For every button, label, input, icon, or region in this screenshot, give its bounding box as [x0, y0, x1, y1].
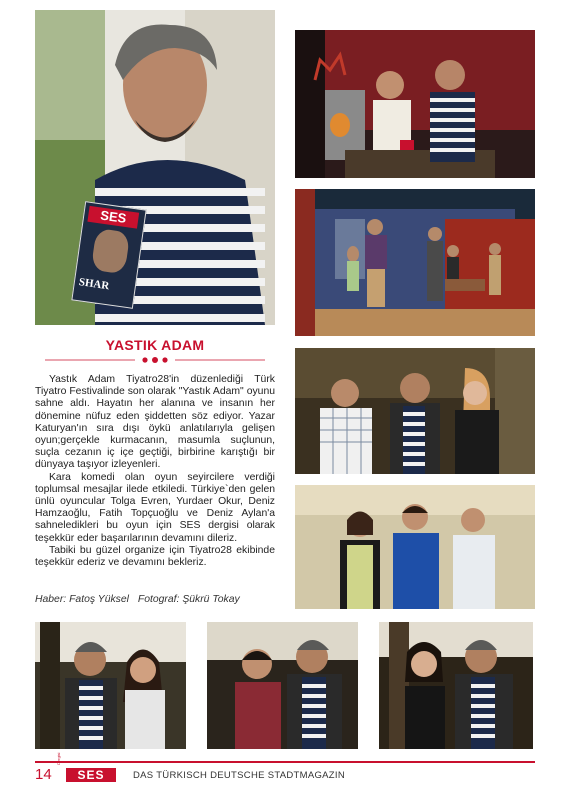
group-photo-three-2: [295, 485, 535, 609]
page-number: 14: [35, 766, 52, 783]
article-paragraph: Kara komedi olan oyun seyircilere verdiği toplumsal mesajlar ilede etkiledi. Türkiye`den gelen ünlü oyuncular Tolga Evren, Yurdaer Okur, Deniz Hamzaoğlu, Fatih Topçuoğlu ve Deniz Aylan'a sahneledikleri bu oyun için SES dergisi olarak teşekkür eder başarılarının devamını dileriz.: [35, 471, 275, 544]
article-title: YASTIK ADAM: [105, 337, 205, 353]
stage-photo-scene: [295, 189, 535, 336]
magazine-face: [91, 228, 131, 274]
title-ornament: [35, 353, 275, 367]
magazine-cover-text: SHAR: [78, 276, 111, 293]
stage-photo-desk: [295, 30, 535, 178]
article-credits: [35, 594, 275, 605]
magazine-logo: SES: [87, 206, 139, 229]
photo-credit: Fotograf: Şükrü Tokay: [137, 594, 240, 605]
footer-logo-text: SES: [66, 768, 116, 782]
article-paragraph: Yastık Adam Tiyatro28'in düzenlediği Türk Tiyatro Festivalinde son olarak "Yastık Adam" oyunu sahne aldı. Hayatın her alanına ve insanın her dönemine nüfuz eden şiddetten söz ediyor. Yazar Katuryan'ın sıra dışı öykü anlatılarıyla gelişen oyun;gerçekle kurmacanın, masumla suçlunun, suçla cezanın iç içe geçtiği, birbirine karıştığı bir dünyaya taşıyor izleyenleri.: [35, 374, 275, 471]
duo-photo-2: [207, 622, 358, 749]
article-paragraph: Tabiki bu güzel organize için Tiyatro28 ekibinde teşekkür ederiz ve devamını bekleriz.: [35, 544, 275, 569]
news-credit: Haber: Fatoş Yüksel: [35, 594, 129, 605]
portrait-photo: [35, 10, 275, 325]
footer-ses-logo: [56, 752, 118, 782]
footer-divider: [35, 761, 535, 763]
duo-photo-3: [379, 622, 533, 749]
footer-logo-caption: Dergisi: [56, 752, 61, 765]
footer-tagline: DAS TÜRKISCH DEUTSCHE STADTMAGAZIN: [133, 770, 346, 781]
group-photo-three: [295, 348, 535, 474]
article-body: [35, 374, 275, 569]
duo-photo-1: [35, 622, 186, 749]
